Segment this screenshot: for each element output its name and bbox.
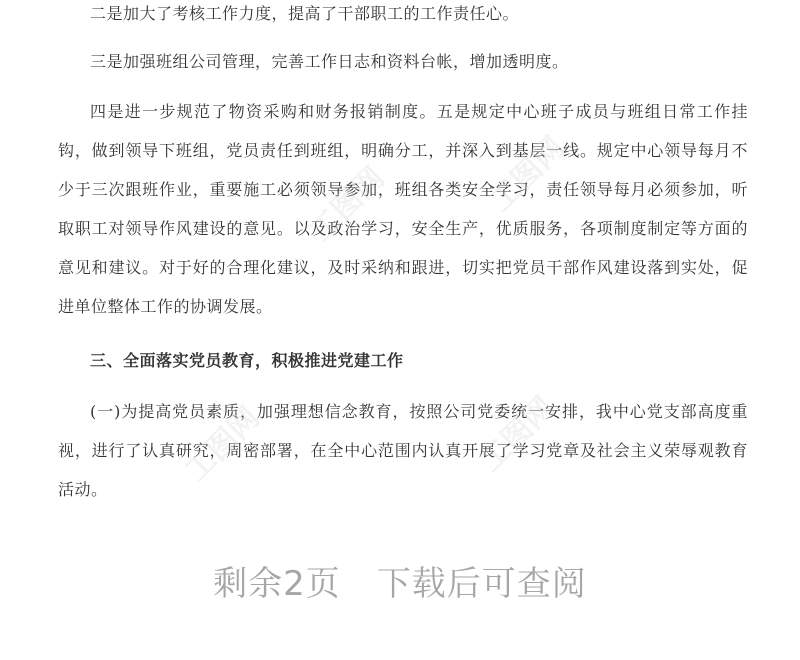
watermark-logo: 工图网 (473, 390, 562, 479)
remaining-pages-text: 剩余2页 (213, 564, 341, 604)
paragraph-procurement-rules: 四是进一步规范了物资采购和财务报销制度。五是规定中心班子成员与班组日常工作挂钩，做到领导下班组，党员责任到班组，明确分工，并深入到基层一线。规定中心领导每月不少于三次跟班作业，重要施工必须领导参加，班组各类安全学习，责任领导每月必须参加，听取职工对领导作风建设的意见。以及政治学习，安全生产，优质服务，各项制度制定等方面的意见和建议。对于好的合理化建议，及时采纳和跟进，切实把党员干部作风建设落到实处，促进单位整体工作的协调发展。 (58, 102, 748, 316)
paragraph-party-education: (一)为提高党员素质，加强理想信念教育，按照公司党委统一安排，我中心党支部高度重视，进行了认真研究，周密部署，在全中心范围内认真开展了学习党章及社会主义荣辱观教育活动。 (58, 402, 748, 499)
watermark-logo: 工图网 (483, 130, 572, 219)
section-heading: 三、全面落实党员教育，积极推进党建工作 (90, 351, 404, 370)
watermark-logo: 工图网 (303, 160, 392, 249)
paragraph-assessment: 二是加大了考核工作力度，提高了干部职工的工作责任心。 (90, 4, 520, 23)
remaining-pages-banner[interactable] (0, 556, 800, 605)
paragraph-team-management: 三是加强班组公司管理，完善工作日志和资料台帐，增加透明度。 (90, 52, 569, 71)
watermark-logo: 工图网 (178, 400, 267, 489)
download-to-view-text[interactable]: 下载后可查阅 (376, 564, 587, 604)
